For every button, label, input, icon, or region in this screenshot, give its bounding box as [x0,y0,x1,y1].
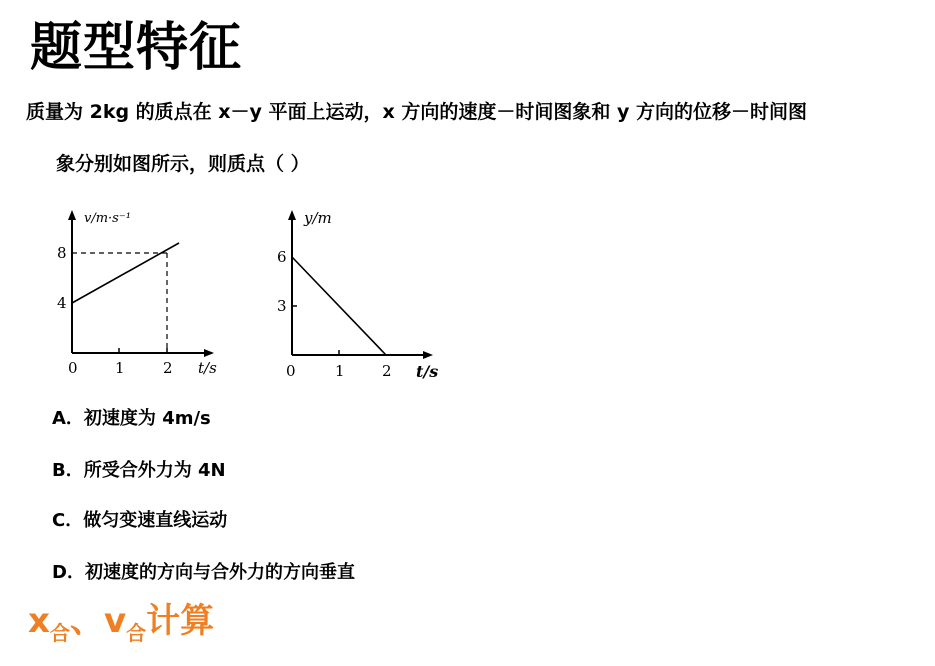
x-tick-label-1: 1 [335,362,345,380]
v-symbol: v [103,601,127,641]
y-tick-label-6: 6 [277,248,287,266]
x-tick-label-2: 2 [163,359,173,377]
option-b: B．所受合外力为 4N [52,460,226,481]
velocity-time-graph [48,206,233,386]
heading-rest: 计算 [146,601,215,641]
y-tick-label-4: 4 [57,294,67,312]
y-axis-arrow [288,210,296,220]
x-axis-arrow [423,351,433,359]
origin-label: 0 [68,359,78,377]
x-subscript: 合 [49,621,70,645]
velocity-line [72,243,179,303]
x-tick-label-1: 1 [115,359,125,377]
x-axis-label: t/s [198,359,217,377]
option-a: A．初速度为 4m/s [52,408,211,429]
question-text-line-2: 象分别如图所示，则质点（ ） [56,153,310,175]
x-axis-arrow [204,349,214,357]
x-symbol: x [28,601,50,641]
separator: 、 [69,601,104,641]
option-d: D．初速度的方向与合外力的方向垂直 [52,562,355,583]
x-axis-label: t/s [416,362,439,381]
page-title: 题型特征 [30,18,243,78]
section-heading [28,598,214,648]
origin-label: 0 [286,362,296,380]
position-time-graph [270,206,455,386]
y-axis-label: v/m·s⁻¹ [84,211,131,226]
y-axis-arrow [68,210,76,220]
y-axis-label: y/m [304,209,332,227]
v-subscript: 合 [126,621,147,645]
y-tick-label-3: 3 [277,297,287,315]
option-c: C．做匀变速直线运动 [52,510,228,531]
question-text-line-1: 质量为 2kg 的质点在 x－y 平面上运动，x 方向的速度－时间图象和 y 方向的位移－时间图 [26,101,808,123]
position-line [292,257,386,355]
x-tick-label-2: 2 [382,362,392,380]
y-tick-label-8: 8 [57,244,67,262]
